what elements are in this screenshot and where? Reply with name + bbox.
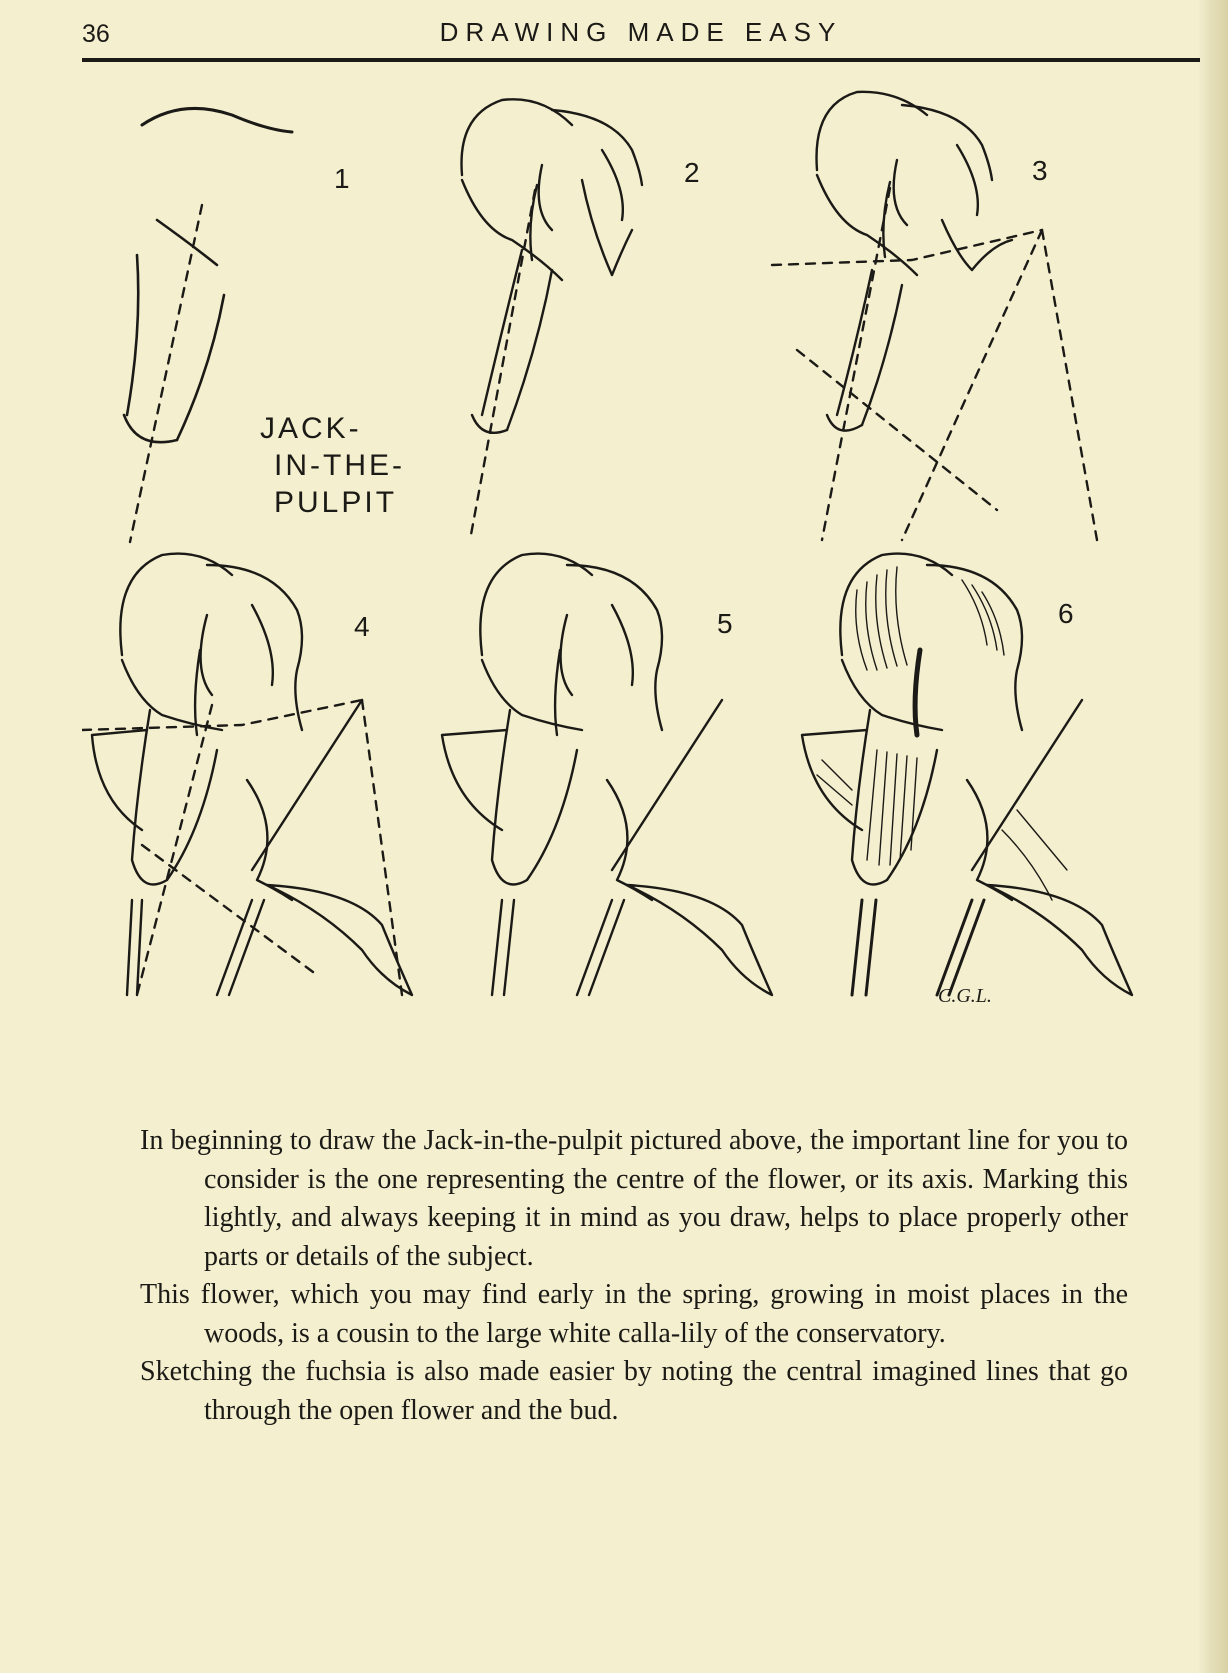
sketch-step-1 (124, 108, 292, 542)
sketch-step-6 (802, 554, 1132, 995)
page-number: 36 (82, 20, 110, 48)
body-text (140, 1122, 1128, 1430)
step-label-4: 4 (354, 611, 370, 642)
figure-title-line-2: IN-THE- (274, 449, 405, 482)
step-label-1: 1 (334, 163, 350, 194)
sketch-step-2 (462, 99, 643, 540)
sketch-step-3 (772, 92, 1097, 540)
illustration-canvas (82, 70, 1200, 1080)
jack-in-the-pulpit-figure (82, 70, 1200, 1080)
step-label-5: 5 (717, 608, 733, 639)
paragraph-2: This flower, which you may find early in the spring, growing in moist places in the woods, is a cousin to the large white calla-lily of the conservatory. (140, 1279, 1128, 1349)
running-title: DRAWING MADE EASY (439, 17, 843, 47)
artist-signature: C.G.L. (938, 985, 992, 1007)
page-edge-shadow (1198, 0, 1228, 1673)
header-rule (82, 58, 1200, 62)
step-label-6: 6 (1058, 598, 1074, 629)
figure-title-line-3: PULPIT (274, 486, 398, 519)
figure-title-line-1: JACK- (260, 412, 362, 445)
step-label-3: 3 (1032, 155, 1048, 186)
paragraph-3: Sketching the fuchsia is also made easier by noting the central imagined lines that go through the open flower and the bud. (140, 1356, 1128, 1426)
step-label-2: 2 (684, 157, 700, 188)
page-header (82, 14, 1200, 64)
paragraph-1: In beginning to draw the Jack-in-the-pulpit pictured above, the important line for you to consider is the one representing the centre of the flower, or its axis. Marking this lightly, and always keeping it in mind as you draw, helps to place properly other parts or details of the subject. (140, 1125, 1128, 1272)
